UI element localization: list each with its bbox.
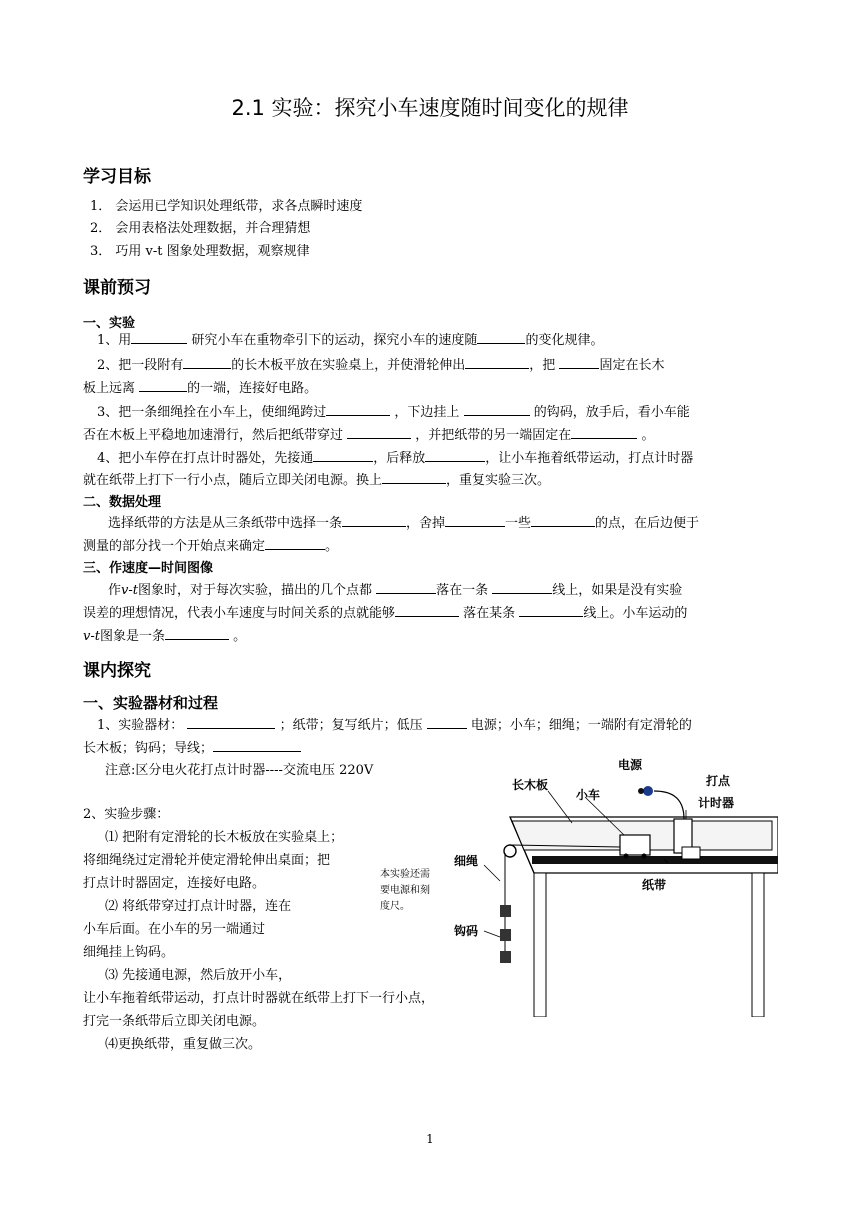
fill-blank[interactable] [395,604,459,617]
fill-blank[interactable] [492,581,552,594]
apparatus-figure [372,755,778,1017]
goal-item: 2． 会用表格法处理数据，并合理猜想 [90,221,311,236]
text-line: 长木板；钩码；导线； [83,739,301,757]
label-rope: 细绳 [454,854,479,868]
fill-blank[interactable] [139,379,187,392]
fill-blank[interactable] [342,514,406,527]
fill-blank[interactable] [465,356,529,369]
step-line: ⑵ 将纸带穿过打点计时器，连在 [105,899,292,914]
table-leg [534,873,546,1017]
fill-blank[interactable] [571,426,637,439]
fill-blank[interactable] [425,449,485,462]
steps-title: 2、实验步骤： [83,807,170,822]
fill-blank[interactable] [131,331,187,344]
page-number: 1 [426,1132,434,1146]
power-cable [654,791,684,819]
text-line: 选择纸带的方法是从三条纸带中选择一条 ，舍掉 一些 的点，在后边便于 [108,516,700,531]
paper-tape [532,856,778,864]
figure-note: 度尺。 [380,901,410,912]
goals-heading: 学习目标 [83,167,151,187]
label-tape: 纸带 [642,878,667,892]
text-line: 板上远离 的一端，连接好电路。 [83,381,318,396]
label-board: 长木板 [512,778,549,792]
fill-blank[interactable] [427,716,467,729]
text-line: 4、把小车停在打点计时器处，先接通 ，后释放 ，让小车拖着纸带运动，打点计时器 [97,451,694,466]
text-line: v-t图象是一条 。 [83,629,247,644]
fill-blank[interactable] [519,604,583,617]
weight-icon [500,905,511,917]
fill-blank[interactable] [347,426,411,439]
step-line: 将细绳绕过定滑轮并使定滑轮伸出桌面；把 [83,853,331,868]
step-line: 细绳挂上钩码。 [83,945,175,960]
text-line: 1、实验器材： ；纸带；复写纸片；低压 电源；小车；细绳；一端附有定滑轮的 [97,718,692,733]
fill-blank[interactable] [313,449,373,462]
step-line: ⑴ 把附有定滑轮的长木板放在实验桌上； [105,830,344,845]
fill-blank[interactable] [559,356,599,369]
figure-note: 本实验还需 [380,869,430,880]
preview-heading: 课前预习 [83,278,151,298]
step-line: 让小车拖着纸带运动，打点计时器就在纸带上打下一行小点， [83,991,435,1006]
text-line: 1、用 研究小车在重物牵引下的运动，探究小车的速度随 的变化规律。 [97,333,604,348]
label-weight: 钩码 [454,924,479,938]
text-line: 3、把一条细绳拴在小车上，使细绳跨过 ，下边挂上 的钩码，放手后，看小车能 [97,405,690,420]
inclass-subheading: 一、实验器材和过程 [83,694,219,712]
section-heading: 三、作速度—时间图像 [83,561,214,576]
fill-blank[interactable] [265,537,325,550]
label-car: 小车 [576,788,601,802]
pulley-icon [504,845,516,857]
plug-icon [643,786,653,796]
weight-icon [500,951,511,963]
fill-blank[interactable] [213,739,301,752]
fill-blank[interactable] [464,403,530,416]
page-title: 2.1 实验：探究小车速度随时间变化的规律 [231,96,629,120]
goal-item: 1． 会运用已学知识处理纸带，求各点瞬时速度 [90,199,363,214]
step-line: ⑷更换纸带，重复做三次。 [105,1037,262,1052]
inclass-heading: 课内探究 [83,661,151,681]
fill-blank[interactable] [382,471,446,484]
label-timer-1: 打点 [706,774,731,788]
text-line: 误差的理想情况，代表小车速度与时间关系的点就能够 落在某条 线上。小车运动的 [83,606,688,621]
goal-item: 3． 巧用 v-t 图象处理数据，观察规律 [90,244,310,259]
step-line: 小车后面。在小车的另一端通过 [83,922,266,937]
car-icon [620,835,650,855]
fill-blank[interactable] [376,581,436,594]
text-line: 作v-t图象时，对于每次实验，描出的几个点都 落在一条 线上，如果是没有实验 [108,583,683,598]
figure-note: 要电源和刻 [380,885,430,896]
fill-blank[interactable] [326,403,390,416]
fill-blank[interactable] [183,356,231,369]
fill-blank[interactable] [187,716,275,729]
step-line: 打点计时器固定，连接好电路。 [83,876,266,891]
text-line: 否在木板上平稳地加速滑行，然后把纸带穿过 ，并把纸带的另一端固定在 。 [83,428,655,443]
step-line: 打完一条纸带后立即关闭电源。 [83,1014,266,1029]
fill-blank[interactable] [445,514,505,527]
text-line: 测量的部分找一个开始点来确定 。 [83,539,339,554]
weight-icon [500,929,511,941]
text-line: 就在纸带上打下一行小点，随后立即关闭电源。换上 ，重复实验三次。 [83,473,551,488]
fill-blank[interactable] [165,627,229,640]
text-line: 2、把一段附有 的长木板平放在实验桌上，并使滑轮伸出 ，把 固定在长木 [97,358,665,373]
label-timer-2: 计时器 [698,796,735,810]
fill-blank[interactable] [531,514,595,527]
fill-blank[interactable] [477,331,525,344]
section-heading: 二、数据处理 [83,495,162,510]
step-line: ⑶ 先接通电源，然后放开小车， [105,968,292,983]
table-leg [752,873,764,1017]
label-power: 电源 [618,758,643,772]
section-heading: 一、实验 [83,316,136,331]
note-line: 注意:区分电火花打点计时器----交流电压 220V [105,763,374,778]
